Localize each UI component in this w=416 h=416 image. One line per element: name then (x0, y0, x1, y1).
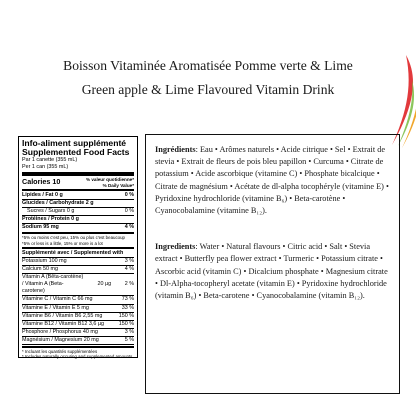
nf-supplemented-label: Supplémenté avec / Supplemented with (22, 249, 124, 256)
nf-divider (22, 247, 134, 249)
nf-divider (22, 172, 134, 176)
nf-supplemented-header (22, 250, 134, 258)
nf-row (22, 192, 134, 200)
nf-row-label: Glucides / Carbohydrate 2 g (22, 200, 94, 207)
ingredients-fr-text: : Eau • Arômes naturels • Acide citrique • Sel • Extrait de stevia • Extrait de fleurs de pois bleu papillon • Curcuma • Citrate de potassium • Acide ascorbique (vitamine C) • Phosphate bicalcique • Citrate de magnésium • Acétate de dl-alpha tocophéryle (vitamine E) • Pyridoxine hydrochloride (vitamine B₆) • Beta-carotène • Cyanocobalamine (vitamine B₁₂). (155, 145, 389, 216)
nf-supp-dv: 73 % (121, 296, 134, 303)
nf-row (22, 224, 134, 231)
nf-supp-dv: 150 % (118, 320, 134, 327)
nf-supp-dv: 2 % (124, 281, 134, 288)
nf-supp-dv: 33 % (121, 304, 134, 311)
nf-row-label: Sucres / Sugars 0 g (27, 208, 75, 215)
nf-supp-label: Vitamine E / Vitamin E 5 mg (22, 304, 89, 311)
nf-row (22, 200, 134, 208)
nf-dv-head-fr: % valeur quotidienne* (86, 177, 134, 182)
nf-row-label: Sodium 95 mg (22, 224, 59, 231)
ingredients-box (145, 134, 400, 394)
ingredients-french (155, 144, 390, 217)
nf-supp-dv: 3 % (124, 257, 134, 264)
nf-divider (22, 232, 134, 234)
nf-supp-row (22, 258, 134, 266)
nf-supp-row (22, 337, 134, 345)
nf-supp-label: Calcium 50 mg (22, 266, 58, 273)
nf-supp-amount: 20 µg (97, 281, 112, 288)
nf-row-dv: 0 % (124, 208, 134, 215)
nf-row-dv: 4 % (124, 224, 134, 231)
product-titles (0, 54, 416, 102)
nf-supp-dv: 4 % (124, 266, 134, 273)
nf-supp-row (22, 296, 134, 304)
nf-supp-dv: 3 % (124, 328, 134, 335)
nf-supp-row (22, 266, 134, 274)
nf-supp-row (22, 329, 134, 337)
nf-row (22, 216, 134, 224)
nf-supp-label: Magnésium / Magnesium 20 mg (22, 336, 99, 343)
nf-serving-fr: Par 1 canette (355 mL) (22, 157, 78, 163)
nf-divider (22, 189, 134, 191)
nf-dv-header (86, 177, 134, 188)
nf-row-label: Protéines / Protein 0 g (22, 216, 79, 223)
nf-serving-en: Per 1 can (355 mL) (22, 164, 69, 170)
title-english: Green apple & Lime Flavoured Vitamin Drink (81, 82, 335, 97)
nf-supp-label: Vitamin A (Bêta-carotène) / Vitamin A (Beta-carotene) (22, 274, 84, 295)
nf-supp-row (22, 305, 134, 313)
ingredients-en-text: : Water • Natural flavours • Citric acid • Salt • Stevia extract • Butterfly pea flower extract • Turmeric • Potassium citrate • Ascorbic acid (vitamin C) • Dicalcium phosphate • Magnesium citrate • Dl-Alpha-tocopheryl acetate (vitamin E) • Pyridoxine hydrochloride (vitamin B₆) • Beta-carotene • Cyanocobalamine (vitamin B₁₂). (155, 242, 388, 301)
nf-footer-fr: * Incluant les quantités supplémentées (22, 349, 98, 354)
nf-calories: Calories 10 (22, 177, 61, 186)
nf-supp-label: Vitamine B12 / Vitamin B12 3,6 µg (22, 320, 105, 327)
nutrition-facts-panel (18, 136, 138, 358)
nf-supp-label: Vitamine B6 / Vitamin B6 2,55 mg (22, 312, 103, 319)
ingredients-en-label: Ingredients (155, 242, 196, 252)
nf-row (22, 208, 134, 216)
nf-title-en: Supplemented Food Facts (22, 147, 130, 157)
nf-footer-en: * Includes naturally occuring and supplemented amounts (22, 354, 133, 360)
nf-supp-label: Vitamine C / Vitamin C 66 mg (22, 296, 93, 303)
nf-row-dv: 0 % (124, 192, 134, 198)
nf-supp-row (22, 313, 134, 321)
nf-supp-dv: 150 % (118, 312, 134, 319)
nf-supp-label: Potassium 100 mg (22, 257, 67, 264)
nf-row-label: Lipides / Fat 0 g (22, 192, 63, 198)
nf-footnote-fr: *5% ou moins c'est peu, 15% ou plus c'est beaucoup (22, 235, 125, 241)
nf-divider (22, 346, 134, 348)
nf-supp-label: Phosphore / Phosphorus 40 mg (22, 328, 98, 335)
title-french: Boisson Vitaminée Aromatisée Pomme verte & Lime (63, 58, 353, 73)
nf-calories-row (22, 177, 134, 188)
nf-supp-dv: 5 % (124, 336, 134, 343)
nf-dv-head-en: % Daily Value* (102, 182, 134, 188)
ingredients-fr-label: Ingrédients (155, 145, 196, 154)
nf-footnote-en: *5% or less is a little, 15% or more is a lot (22, 240, 103, 246)
nf-title-fr: Info-aliment supplémenté (22, 138, 127, 148)
nf-supp-row (22, 274, 134, 296)
ingredients-english (155, 241, 390, 302)
nf-supp-row (22, 321, 134, 329)
